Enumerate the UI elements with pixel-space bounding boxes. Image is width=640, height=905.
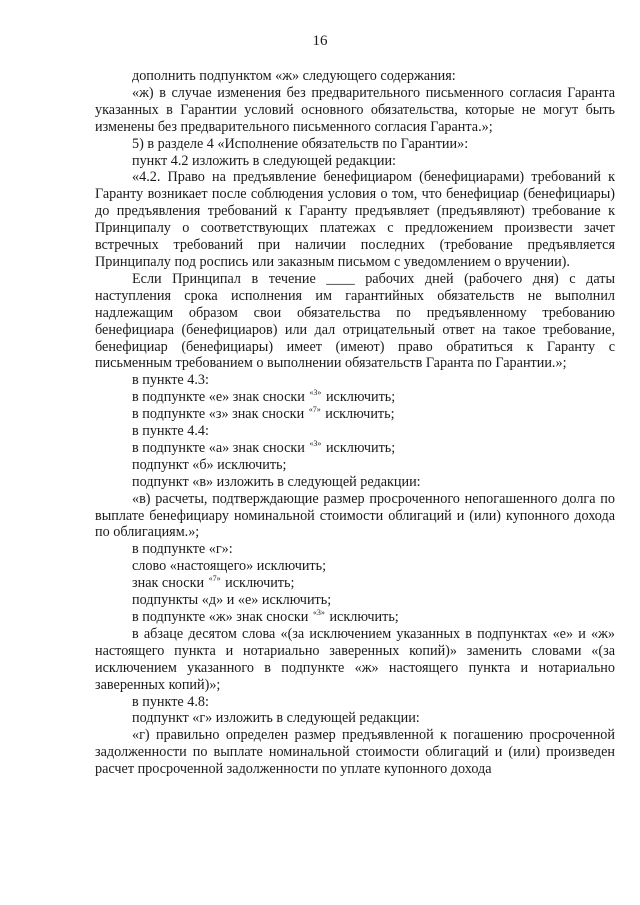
footnote-mark: «3» bbox=[309, 388, 322, 398]
text-span: в подпункте «а» знак сноски bbox=[132, 439, 309, 456]
text-span: исключить; bbox=[322, 389, 396, 406]
paragraph: в пункте 4.3: bbox=[132, 372, 209, 389]
footnote-mark: «7» bbox=[308, 405, 321, 415]
paragraph: подпункт «в» изложить в следующей редакции: bbox=[132, 473, 421, 490]
paragraph bbox=[95, 575, 615, 592]
paragraph: слово «настоящего» исключить; bbox=[132, 558, 327, 575]
paragraph: 5) в разделе 4 «Исполнение обязательств по Гарантии»: bbox=[132, 135, 469, 152]
document-body bbox=[95, 68, 615, 778]
paragraph: в абзаце десятом слова «(за исключением указанных в подпунктах «е» и «ж» настоящего пункта и нотариально заверенных копий)» заменить словами «(за исключением указанного в подпункте «ж» настоящего пункта и нотариально заверенных копий)»; bbox=[95, 625, 615, 693]
text-span: в подпункте «е» знак сноски bbox=[132, 389, 309, 406]
paragraph: подпункт «б» исключить; bbox=[132, 456, 287, 473]
page-number: 16 bbox=[312, 33, 328, 49]
paragraph: «ж) в случае изменения без предварительного письменного согласия Гаранта указанных в Гарантии условий основного обязательства, которые не могут быть изменены без предварительного письменного согласия Гаранта.»; bbox=[95, 84, 615, 135]
paragraph: в пункте 4.8: bbox=[132, 693, 209, 710]
text-span: исключить; bbox=[325, 609, 399, 625]
paragraph: подпункты «д» и «е» исключить; bbox=[132, 592, 332, 609]
footnote-mark: «7» bbox=[208, 574, 221, 584]
paragraph: «в) расчеты, подтверждающие размер просроченного непогашенного долга по выплате бенефициару номинальной стоимости облигаций и (или) купонного дохода по облигациям.»; bbox=[95, 490, 615, 541]
paragraph: в подпункте «г»: bbox=[132, 541, 233, 558]
paragraph: «4.2. Право на предъявление бенефициаром (бенефициарами) требований к Гаранту возникает после соблюдения условия о том, что бенефициар (бенефициары) до предъявления требований к Гаранту предъявляет (предъявляют) требование к Принципалу о соответствующих платежах с предложением произвести зачет встречных требований при наличии последних (требование предъявляется Принципалу под роспись или заказным письмом с уведомлением о вручении). bbox=[95, 169, 615, 270]
text-span: знак сноски bbox=[132, 575, 208, 592]
paragraph: в пункте 4.4: bbox=[132, 423, 209, 440]
paragraph bbox=[95, 406, 615, 423]
paragraph: подпункт «г» изложить в следующей редакции: bbox=[132, 710, 420, 727]
footnote-mark: «3» bbox=[312, 608, 325, 617]
paragraph: дополнить подпунктом «ж» следующего содержания: bbox=[132, 68, 456, 84]
text-span: в подпункте «з» знак сноски bbox=[132, 406, 308, 423]
paragraph bbox=[95, 440, 615, 457]
footnote-mark: «3» bbox=[309, 438, 322, 448]
paragraph: пункт 4.2 изложить в следующей редакции: bbox=[132, 152, 396, 169]
text-span: исключить; bbox=[321, 406, 395, 423]
paragraph: «г) правильно определен размер предъявленной к погашению просроченной задолженности по выплате номинальной стоимости облигаций и (или) произведен расчет просроченной задолженности по уплате купонного дохода bbox=[95, 727, 615, 778]
paragraph: Если Принципал в течение ____ рабочих дней (рабочего дня) с даты наступления срока исполнения им гарантийных обязательств не выполнил надлежащим образом свои обязательства по предъявленному требованию бенефициара (бенефициаров) или дал отрицательный ответ на такое требование, бенефициар (бенефициары) имеет (имеют) право обратиться к Гаранту с письменным требованием о выполнении обязательств Гаранта по Гарантии.»; bbox=[95, 270, 615, 372]
paragraph bbox=[95, 609, 615, 626]
paragraph bbox=[95, 389, 615, 406]
text-span: в подпункте «ж» знак сноски bbox=[132, 609, 312, 625]
text-span: исключить; bbox=[322, 439, 396, 456]
text-span: исключить; bbox=[221, 575, 295, 592]
